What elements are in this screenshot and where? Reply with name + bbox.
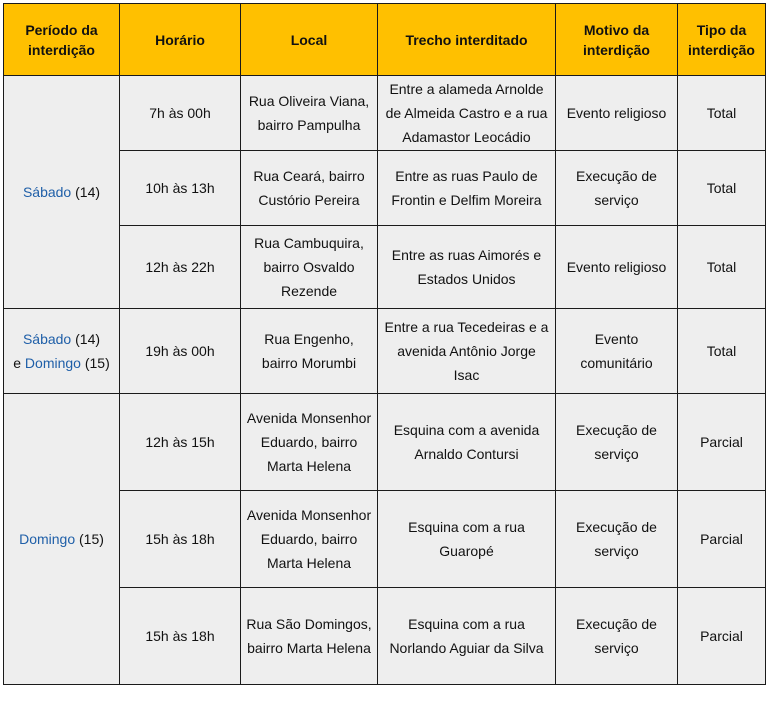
horario-cell: 7h às 00h xyxy=(120,76,241,151)
local-cell: Rua São Domingos, bairro Marta Helena xyxy=(241,588,378,685)
tipo-cell: Total xyxy=(678,226,766,309)
horario-cell: 12h às 22h xyxy=(120,226,241,309)
header-local: Local xyxy=(241,4,378,76)
tipo-cell: Parcial xyxy=(678,588,766,685)
tipo-cell: Parcial xyxy=(678,394,766,491)
table-row xyxy=(4,394,766,491)
trecho-cell: Entre a alameda Arnolde de Almeida Castro e a rua Adamastor Leocádio xyxy=(378,76,556,151)
motivo-cell: Evento religioso xyxy=(556,226,678,309)
motivo-cell: Execução de serviço xyxy=(556,394,678,491)
local-cell: Rua Ceará, bairro Custório Pereira xyxy=(241,151,378,226)
table-row xyxy=(4,309,766,394)
horario-cell: 15h às 18h xyxy=(120,491,241,588)
horario-cell: 10h às 13h xyxy=(120,151,241,226)
header-trecho: Trecho interditado xyxy=(378,4,556,76)
road-closures-table xyxy=(3,3,766,685)
motivo-cell: Execução de serviço xyxy=(556,588,678,685)
day-number: (15) xyxy=(80,355,110,371)
header-periodo: Período da interdição xyxy=(4,4,120,76)
motivo-cell: Execução de serviço xyxy=(556,151,678,226)
day-number: (15) xyxy=(75,531,104,547)
trecho-cell: Entre a rua Tecedeiras e a avenida Antônio Jorge Isac xyxy=(378,309,556,394)
tipo-cell: Total xyxy=(678,309,766,394)
local-cell: Rua Engenho, bairro Morumbi xyxy=(241,309,378,394)
tipo-cell: Total xyxy=(678,151,766,226)
header-motivo: Motivo da interdição xyxy=(556,4,678,76)
day-domingo: Domingo xyxy=(19,531,76,547)
day-number: (14) xyxy=(71,331,101,347)
period-cell-sabado xyxy=(4,76,120,309)
trecho-cell: Esquina com a rua Norlando Aguiar da Silva xyxy=(378,588,556,685)
period-cell-ambos xyxy=(4,309,120,394)
trecho-cell: Esquina com a rua Guaropé xyxy=(378,491,556,588)
day-domingo: Domingo xyxy=(24,355,81,371)
horario-cell: 12h às 15h xyxy=(120,394,241,491)
header-row xyxy=(4,4,766,76)
horario-cell: 19h às 00h xyxy=(120,309,241,394)
period-cell-domingo xyxy=(4,394,120,685)
conjunction: e xyxy=(13,355,25,371)
header-horario: Horário xyxy=(120,4,241,76)
local-cell: Avenida Monsenhor Eduardo, bairro Marta Helena xyxy=(241,394,378,491)
tipo-cell: Parcial xyxy=(678,491,766,588)
horario-cell: 15h às 18h xyxy=(120,588,241,685)
local-cell: Avenida Monsenhor Eduardo, bairro Marta Helena xyxy=(241,491,378,588)
header-tipo: Tipo da interdição xyxy=(678,4,766,76)
day-sabado: Sábado xyxy=(22,184,72,200)
motivo-cell: Execução de serviço xyxy=(556,491,678,588)
tipo-cell: Total xyxy=(678,76,766,151)
table-row xyxy=(4,76,766,151)
local-cell: Rua Oliveira Viana, bairro Pampulha xyxy=(241,76,378,151)
trecho-cell: Esquina com a avenida Arnaldo Contursi xyxy=(378,394,556,491)
motivo-cell: Evento religioso xyxy=(556,76,678,151)
trecho-cell: Entre as ruas Paulo de Frontin e Delfim Moreira xyxy=(378,151,556,226)
local-cell: Rua Cambuquira, bairro Osvaldo Rezende xyxy=(241,226,378,309)
day-number: (14) xyxy=(71,184,101,200)
day-sabado: Sábado xyxy=(22,331,72,347)
motivo-cell: Evento comunitário xyxy=(556,309,678,394)
trecho-cell: Entre as ruas Aimorés e Estados Unidos xyxy=(378,226,556,309)
